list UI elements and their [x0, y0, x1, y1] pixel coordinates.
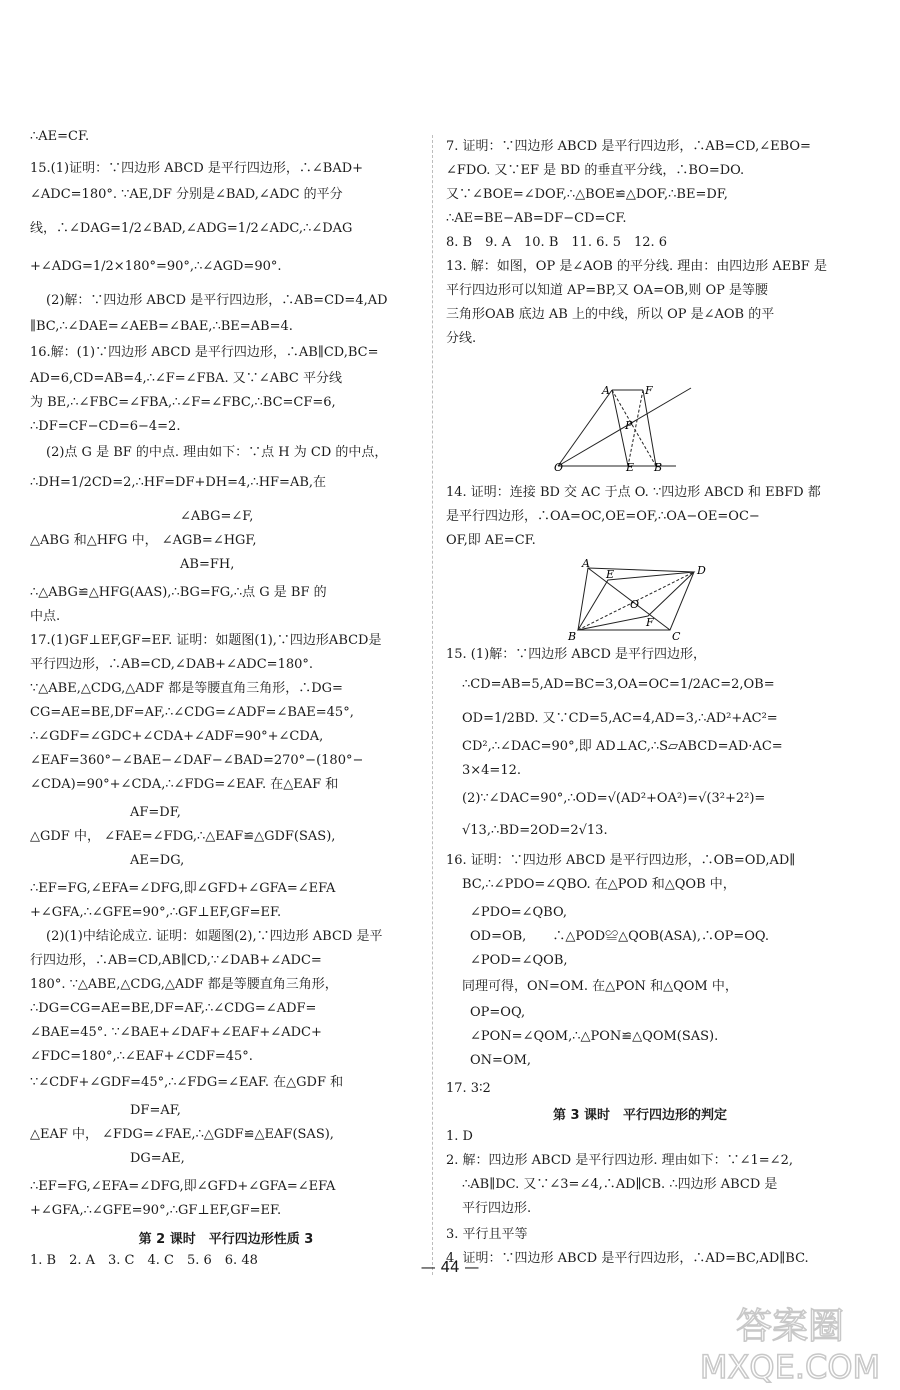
text-line: 平行四边形，∴AB=CD,∠DAB+∠ADC=180°. [30, 657, 314, 672]
text-line: 又∵∠BOE=∠DOF,∴△BOE≌△DOF,∴BE=DF, [446, 187, 728, 202]
text-line: 3. 平行且平等 [446, 1227, 528, 1242]
label-a: A [582, 558, 590, 570]
text-line: OD=OB, ∴△POD≌△QOB(ASA),∴OP=OQ. [470, 929, 770, 944]
label-f: F [645, 384, 653, 397]
text-line: ∠CDA)=90°+∠CDA,∴∠FDG=∠EAF. 在△EAF 和 [30, 777, 339, 792]
label-f: F [646, 616, 654, 629]
text-line: 是平行四边形，∴OA=OC,OE=OF,∴OA−OE=OC− [446, 509, 760, 524]
text-line: ∠PDO=∠QBO, [470, 905, 567, 920]
text-line: 13. 解：如图，OP 是∠AOB 的平分线. 理由：由四边形 AEBF 是 [446, 259, 827, 274]
text-line: +∠GFA,∴∠GFE=90°,∴GF⊥EF,GF=EF. [30, 905, 282, 920]
text-line: AF=DF, [130, 805, 181, 820]
text-line: 14. 证明：连接 BD 交 AC 于点 O. ∵四边形 ABCD 和 EBFD 都 [446, 485, 821, 500]
text-line: 16. 证明：∵四边形 ABCD 是平行四边形，∴OB=OD,AD∥ [446, 853, 796, 868]
text-line: ∵∠CDF+∠GDF=45°,∴∠FDG=∠EAF. 在△GDF 和 [30, 1075, 344, 1090]
text-line: 7. 证明：∵四边形 ABCD 是平行四边形，∴AB=CD,∠EBO= [446, 139, 811, 154]
text-line: △ABG 和△HFG 中， ∠AGB=∠HGF, [30, 533, 257, 548]
text-line: AB=FH, [180, 557, 235, 572]
text-line: CD²,∴∠DAC=90°,即 AD⊥AC,∴S▱ABCD=AD·AC= [462, 739, 783, 754]
text-line: (2)(1)中结论成立. 证明：如题图(2),∵四边形 ABCD 是平 [46, 929, 383, 944]
section-title: 第 2 课时 平行四边形性质 3 [138, 1232, 314, 1247]
label-e: E [626, 461, 635, 472]
column-divider [432, 135, 433, 1275]
text-line: ∴EF=FG,∠EFA=∠DFG,即∠GFD+∠GFA=∠EFA [30, 1179, 336, 1194]
text-line: 平行四边形. [462, 1201, 532, 1216]
text-line: 平行四边形可以知道 AP=BP,又 OA=OB,则 OP 是等腰 [446, 283, 769, 298]
text-line: 180°. ∵△ABE,△CDG,△ADF 都是等腰直角三角形， [30, 977, 338, 992]
label-b: B [568, 630, 577, 640]
diag-ac [588, 568, 670, 630]
text-line: 行四边形，∴AB=CD,AB∥CD,∵∠DAB+∠ADC= [30, 953, 322, 968]
label-e: E [606, 568, 615, 581]
answer-line: 1. B 2. A 3. C 4. C 5. 6 6. 48 [30, 1253, 258, 1268]
text-line: (2)解：∵四边形 ABCD 是平行四边形，∴AB=CD=4,AD [46, 293, 388, 308]
text-line: DF=AF, [130, 1103, 181, 1118]
text-line: 17.(1)GF⊥EF,GF=EF. 证明：如题图(1),∵四边形ABCD是 [30, 633, 382, 648]
text-line: ∴AB∥DC. 又∵∠3=∠4,∴AD∥CB. ∴四边形 ABCD 是 [462, 1177, 778, 1192]
text-line: ∴DH=1/2CD=2,∴HF=DF+DH=4,∴HF=AB,在 [30, 475, 327, 490]
text-line: △EAF 中， ∠FDG=∠FAE,∴△GDF≌△EAF(SAS), [30, 1127, 334, 1142]
text-line: ∵△ABE,△CDG,△ADF 都是等腰直角三角形，∴DG= [30, 681, 343, 696]
figure-13-diagram [546, 354, 696, 472]
text-line: ∴DG=CG=AE=BE,DF=AF,∴∠CDG=∠ADF= [30, 1001, 317, 1016]
label-b: B [654, 461, 663, 472]
text-line: CG=AE=BE,DF=AF,∴∠CDG=∠ADF=∠BAE=45°, [30, 705, 354, 720]
text-line: OF,即 AE=CF. [446, 533, 536, 548]
watermark-title: 答案圈 [735, 1306, 845, 1347]
text-line: OP=OQ, [470, 1005, 526, 1020]
text-line: 17. 3∶2 [446, 1081, 491, 1096]
text-line: ∥BC,∴∠DAE=∠AEB=∠BAE,∴BE=AB=4. [30, 319, 293, 334]
text-line: 3×4=12. [462, 763, 522, 778]
text-line: (2)点 G 是 BF 的中点. 理由如下：∵点 H 为 CD 的中点， [46, 445, 388, 460]
edge-fb [643, 390, 656, 466]
text-line: ∠POD=∠QOB, [470, 953, 568, 968]
text-line: ∴CD=AB=5,AD=BC=3,OA=OC=1/2AC=2,OB= [462, 677, 775, 692]
text-line: +∠ADG=1/2×180°=90°,∴∠AGD=90°. [30, 259, 282, 274]
text-line: ∠EAF=360°−∠BAE−∠DAF−∠BAD=270°−(180°− [30, 753, 364, 768]
text-line: ∠ADC=180°. ∵AE,DF 分别是∠BAD,∠ADC 的平分 [30, 187, 343, 202]
figure-14-diagram [566, 558, 716, 640]
watermark-url: MXQE.COM [699, 1348, 881, 1386]
text-line: ∴DF=CF−CD=6−4=2. [30, 419, 181, 434]
ray-oa [558, 390, 612, 466]
text-line: ∠FDC=180°,∴∠EAF+∠CDF=45°. [30, 1049, 253, 1064]
text-line: 4. 证明：∵四边形 ABCD 是平行四边形，∴AD=BC,AD∥BC. [446, 1251, 809, 1266]
text-line: DG=AE, [130, 1151, 185, 1166]
text-line: AE=DG, [130, 853, 185, 868]
text-line: ∴AE=BE−AB=DF−CD=CF. [446, 211, 627, 226]
text-line: (2)∵∠DAC=90°,∴OD=√(AD²+OA²)=√(3²+2²)= [462, 791, 766, 806]
text-line: △GDF 中， ∠FAE=∠FDG,∴△EAF≌△GDF(SAS), [30, 829, 336, 844]
text-line: +∠GFA,∴∠GFE=90°,∴GF⊥EF,GF=EF. [30, 1203, 282, 1218]
label-o: O [630, 598, 640, 611]
text-line: 16.解：(1)∵四边形 ABCD 是平行四边形，∴AB∥CD,BC= [30, 345, 379, 360]
text-line: AD=6,CD=AB=4,∴∠F=∠FBA. 又∵∠ABC 平分线 [30, 371, 342, 386]
text-line: √13,∴BD=2OD=2√13. [462, 823, 608, 838]
text-line: 分线. [446, 331, 477, 346]
label-a: A [602, 384, 610, 397]
text-line: 2. 解：四边形 ABCD 是平行四边形. 理由如下：∵∠1=∠2, [446, 1153, 793, 1168]
text-line: ∴AE=CF. [30, 129, 90, 144]
text-line: ON=OM, [470, 1053, 532, 1068]
text-line: ∴∠GDF=∠GDC+∠CDA+∠ADF=90°+∠CDA, [30, 729, 324, 744]
text-line: 15.(1)证明：∵四边形 ABCD 是平行四边形，∴∠BAD+ [30, 161, 364, 176]
text-line: ∴EF=FG,∠EFA=∠DFG,即∠GFD+∠GFA=∠EFA [30, 881, 336, 896]
text-line: 三角形OAB 底边 AB 上的中线，所以 OP 是∠AOB 的平 [446, 307, 775, 322]
text-line: 8. B 9. A 10. B 11. 6. 5 12. 6 [446, 235, 668, 250]
watermark-logo [690, 1298, 890, 1388]
text-line: OD=1/2BD. 又∵CD=5,AC=4,AD=3,∴AD²+AC²= [462, 711, 778, 726]
text-line: ∠BAE=45°. ∵∠BAE+∠DAF+∠EAF+∠ADC+ [30, 1025, 322, 1040]
text-line: ∠FDO. 又∵EF 是 BD 的垂直平分线，∴BO=DO. [446, 163, 745, 178]
text-line: ∠PON=∠QOM,∴△PON≌△QOM(SAS). [470, 1029, 719, 1044]
text-line: ∴△ABG≌△HFG(AAS),∴BG=FG,∴点 G 是 BF 的 [30, 585, 327, 600]
text-line: 15. (1)解：∵四边形 ABCD 是平行四边形， [446, 647, 707, 662]
label-p: P [625, 419, 633, 432]
text-line: 中点. [30, 609, 61, 624]
text-line: BC,∴∠PDO=∠QBO. 在△POD 和△QOB 中， [462, 877, 736, 892]
text-line: ∠ABG=∠F, [180, 509, 254, 524]
section-title: 第 3 课时 平行四边形的判定 [552, 1108, 728, 1123]
label-o: O [554, 461, 564, 472]
label-d: D [697, 564, 706, 577]
text-line: 1. D [446, 1129, 473, 1144]
text-line: 为 BE,∴∠FBC=∠FBA,∴∠F=∠FBC,∴BC=CF=6, [30, 395, 336, 410]
label-c: C [672, 630, 681, 640]
text-line: 同理可得，ON=OM. 在△PON 和△QOM 中， [462, 979, 738, 994]
text-line: 线，∴∠DAG=1/2∠BAD,∠ADG=1/2∠ADC,∴∠DAG [30, 221, 353, 236]
page-number: — 44 — [420, 1258, 480, 1276]
